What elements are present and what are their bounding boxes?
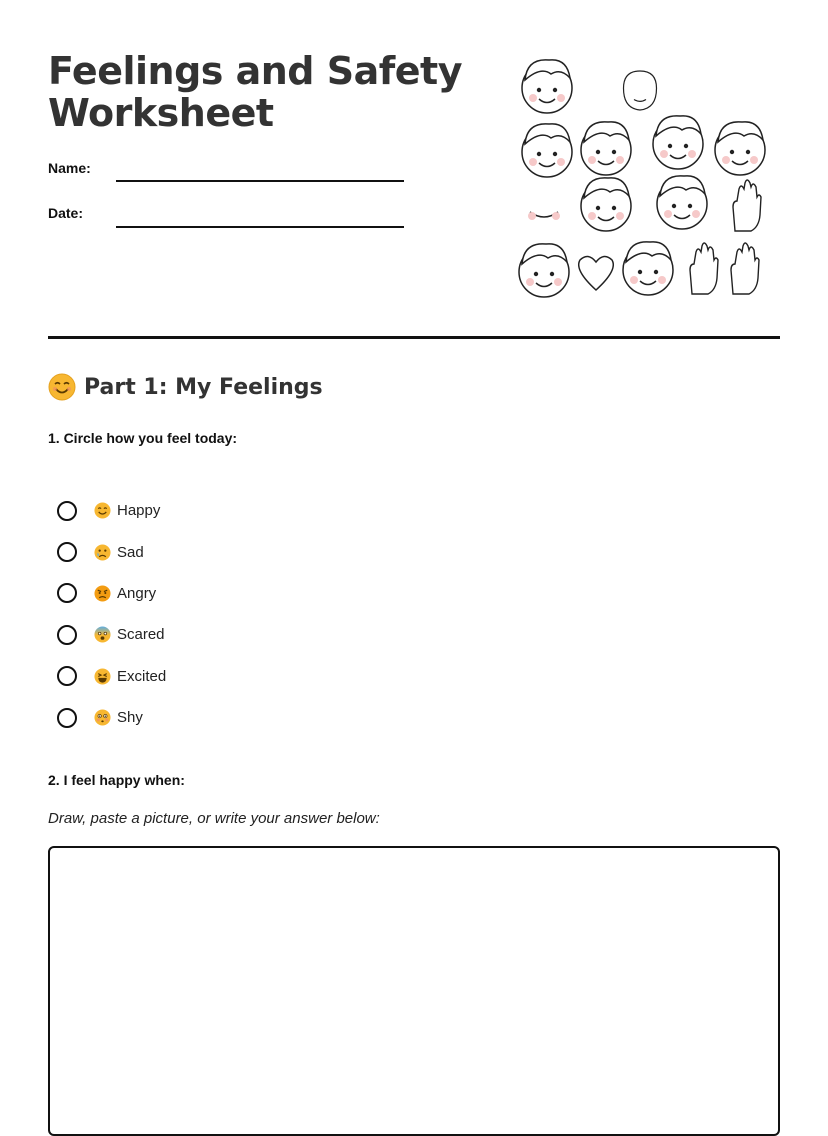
option-label: Happy (117, 502, 161, 520)
part1-title: Part 1: My Feelings (84, 374, 323, 400)
excited-emoji-icon (94, 668, 111, 685)
question-1: 1. Circle how you feel today: (48, 430, 238, 446)
radio-button[interactable] (57, 542, 77, 562)
option-label: Angry (117, 584, 157, 602)
option-shy[interactable] (57, 697, 357, 738)
question-2: 2. I feel happy when: (48, 772, 185, 788)
smiling-face-icon (48, 373, 76, 401)
option-happy[interactable] (57, 490, 357, 531)
option-label: Shy (117, 709, 143, 727)
radio-button[interactable] (57, 583, 77, 603)
option-sad[interactable] (57, 531, 357, 572)
angry-emoji-icon (94, 585, 111, 602)
faces-and-hands-illustration (512, 44, 780, 320)
date-label: Date: (48, 205, 84, 221)
sad-emoji-icon (94, 544, 111, 561)
answer-box[interactable] (48, 846, 780, 1136)
answer-instruction: Draw, paste a picture, or write your answer below: (48, 810, 380, 827)
name-label: Name: (48, 160, 91, 176)
option-label: Excited (117, 667, 167, 685)
section-divider (48, 336, 780, 339)
option-label: Sad (117, 543, 144, 561)
radio-button[interactable] (57, 666, 77, 686)
option-label: Scared (117, 626, 165, 644)
radio-button[interactable] (57, 501, 77, 521)
worksheet-title: Feelings and Safety Worksheet (48, 49, 462, 135)
scared-emoji-icon (94, 626, 111, 643)
option-angry[interactable] (57, 573, 357, 614)
date-field[interactable] (116, 226, 404, 228)
option-scared[interactable] (57, 614, 357, 655)
radio-button[interactable] (57, 708, 77, 728)
part1-heading (48, 373, 323, 401)
happy-emoji-icon (94, 502, 111, 519)
name-field[interactable] (116, 180, 404, 182)
option-excited[interactable] (57, 656, 357, 697)
shy-emoji-icon (94, 709, 111, 726)
radio-button[interactable] (57, 625, 77, 645)
feelings-options (57, 490, 357, 738)
